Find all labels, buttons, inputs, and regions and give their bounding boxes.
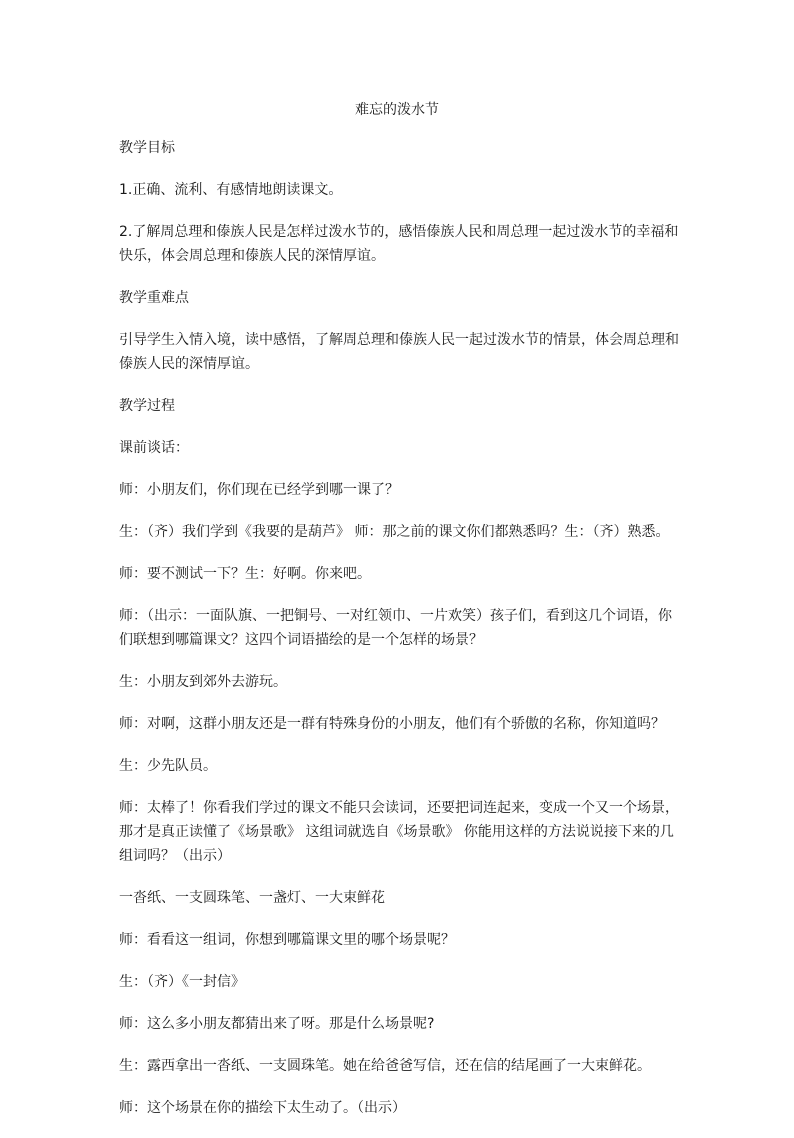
dialogue-line: 师：这么多小朋友都猜出来了呀。那是什么场景呢? [119, 1016, 435, 1032]
objective-item-2: 2.了解周总理和傣族人民是怎样过泼水节的，感悟傣族人民和周总理一起过泼水节的幸福和快乐，体会周总理和傣族人民的深情厚谊。 [119, 224, 679, 264]
section-heading-objectives: 教学目标 [119, 140, 175, 156]
dialogue-line: 师：对啊，这群小朋友还是一群有特殊身份的小朋友，他们有个骄傲的名称，你知道吗？ [119, 716, 665, 732]
dialogue-line: 生：露西拿出一沓纸、一支圆珠笔。她在给爸爸写信，还在信的结尾画了一大束鲜花。 [119, 1058, 651, 1074]
dialogue-line: 师：太棒了！你看我们学过的课文不能只会读词，还要把词连起来，变成一个又一个场景，那才是真正读懂了《场景歌》 这组词就选自《场景歌》 你能用这样的方法说说接下来的几组词吗？（出示） [119, 800, 679, 864]
dialogue-line: 生：（齐）《一封信》 [119, 974, 245, 990]
dialogue-line: 生：少先队员。 [119, 758, 217, 774]
document-body [119, 136, 679, 1138]
dialogue-line: 师：看看这一组词，你想到哪篇课文里的哪个场景呢？ [119, 932, 455, 948]
word-group-line: 一沓纸、一支圆珠笔、一盏灯、一大束鲜花 [119, 890, 385, 906]
document-title: 难忘的泼水节 [355, 102, 439, 118]
key-points-text: 引导学生入情入境，读中感悟，了解周总理和傣族人民一起过泼水节的情景，体会周总理和傣族人民的深情厚谊。 [119, 332, 679, 372]
dialogue-line: 生：（齐）我们学到《我要的是葫芦》 师：那之前的课文你们都熟悉吗？生：（齐）熟悉。 [119, 524, 670, 540]
dialogue-line: 师：（出示：一面队旗、一把铜号、一对红领巾、一片欢笑）孩子们，看到这几个词语，你们联想到哪篇课文？这四个词语描绘的是一个怎样的场景？ [119, 608, 672, 648]
pre-class-talk-label: 课前谈话： [119, 440, 189, 456]
dialogue-line: 师：要不测试一下？生：好啊。你来吧。 [119, 566, 371, 582]
section-heading-key-points: 教学重难点 [119, 290, 189, 306]
objective-item-1: 1.正确、流利、有感情地朗读课文。 [119, 182, 343, 198]
dialogue-line: 生：小朋友到郊外去游玩。 [119, 674, 287, 690]
section-heading-process: 教学过程 [119, 398, 175, 414]
dialogue-line: 师：小朋友们，你们现在已经学到哪一课了？ [119, 482, 399, 498]
dialogue-line: 师：这个场景在你的描绘下太生动了。（出示） [119, 1100, 406, 1116]
